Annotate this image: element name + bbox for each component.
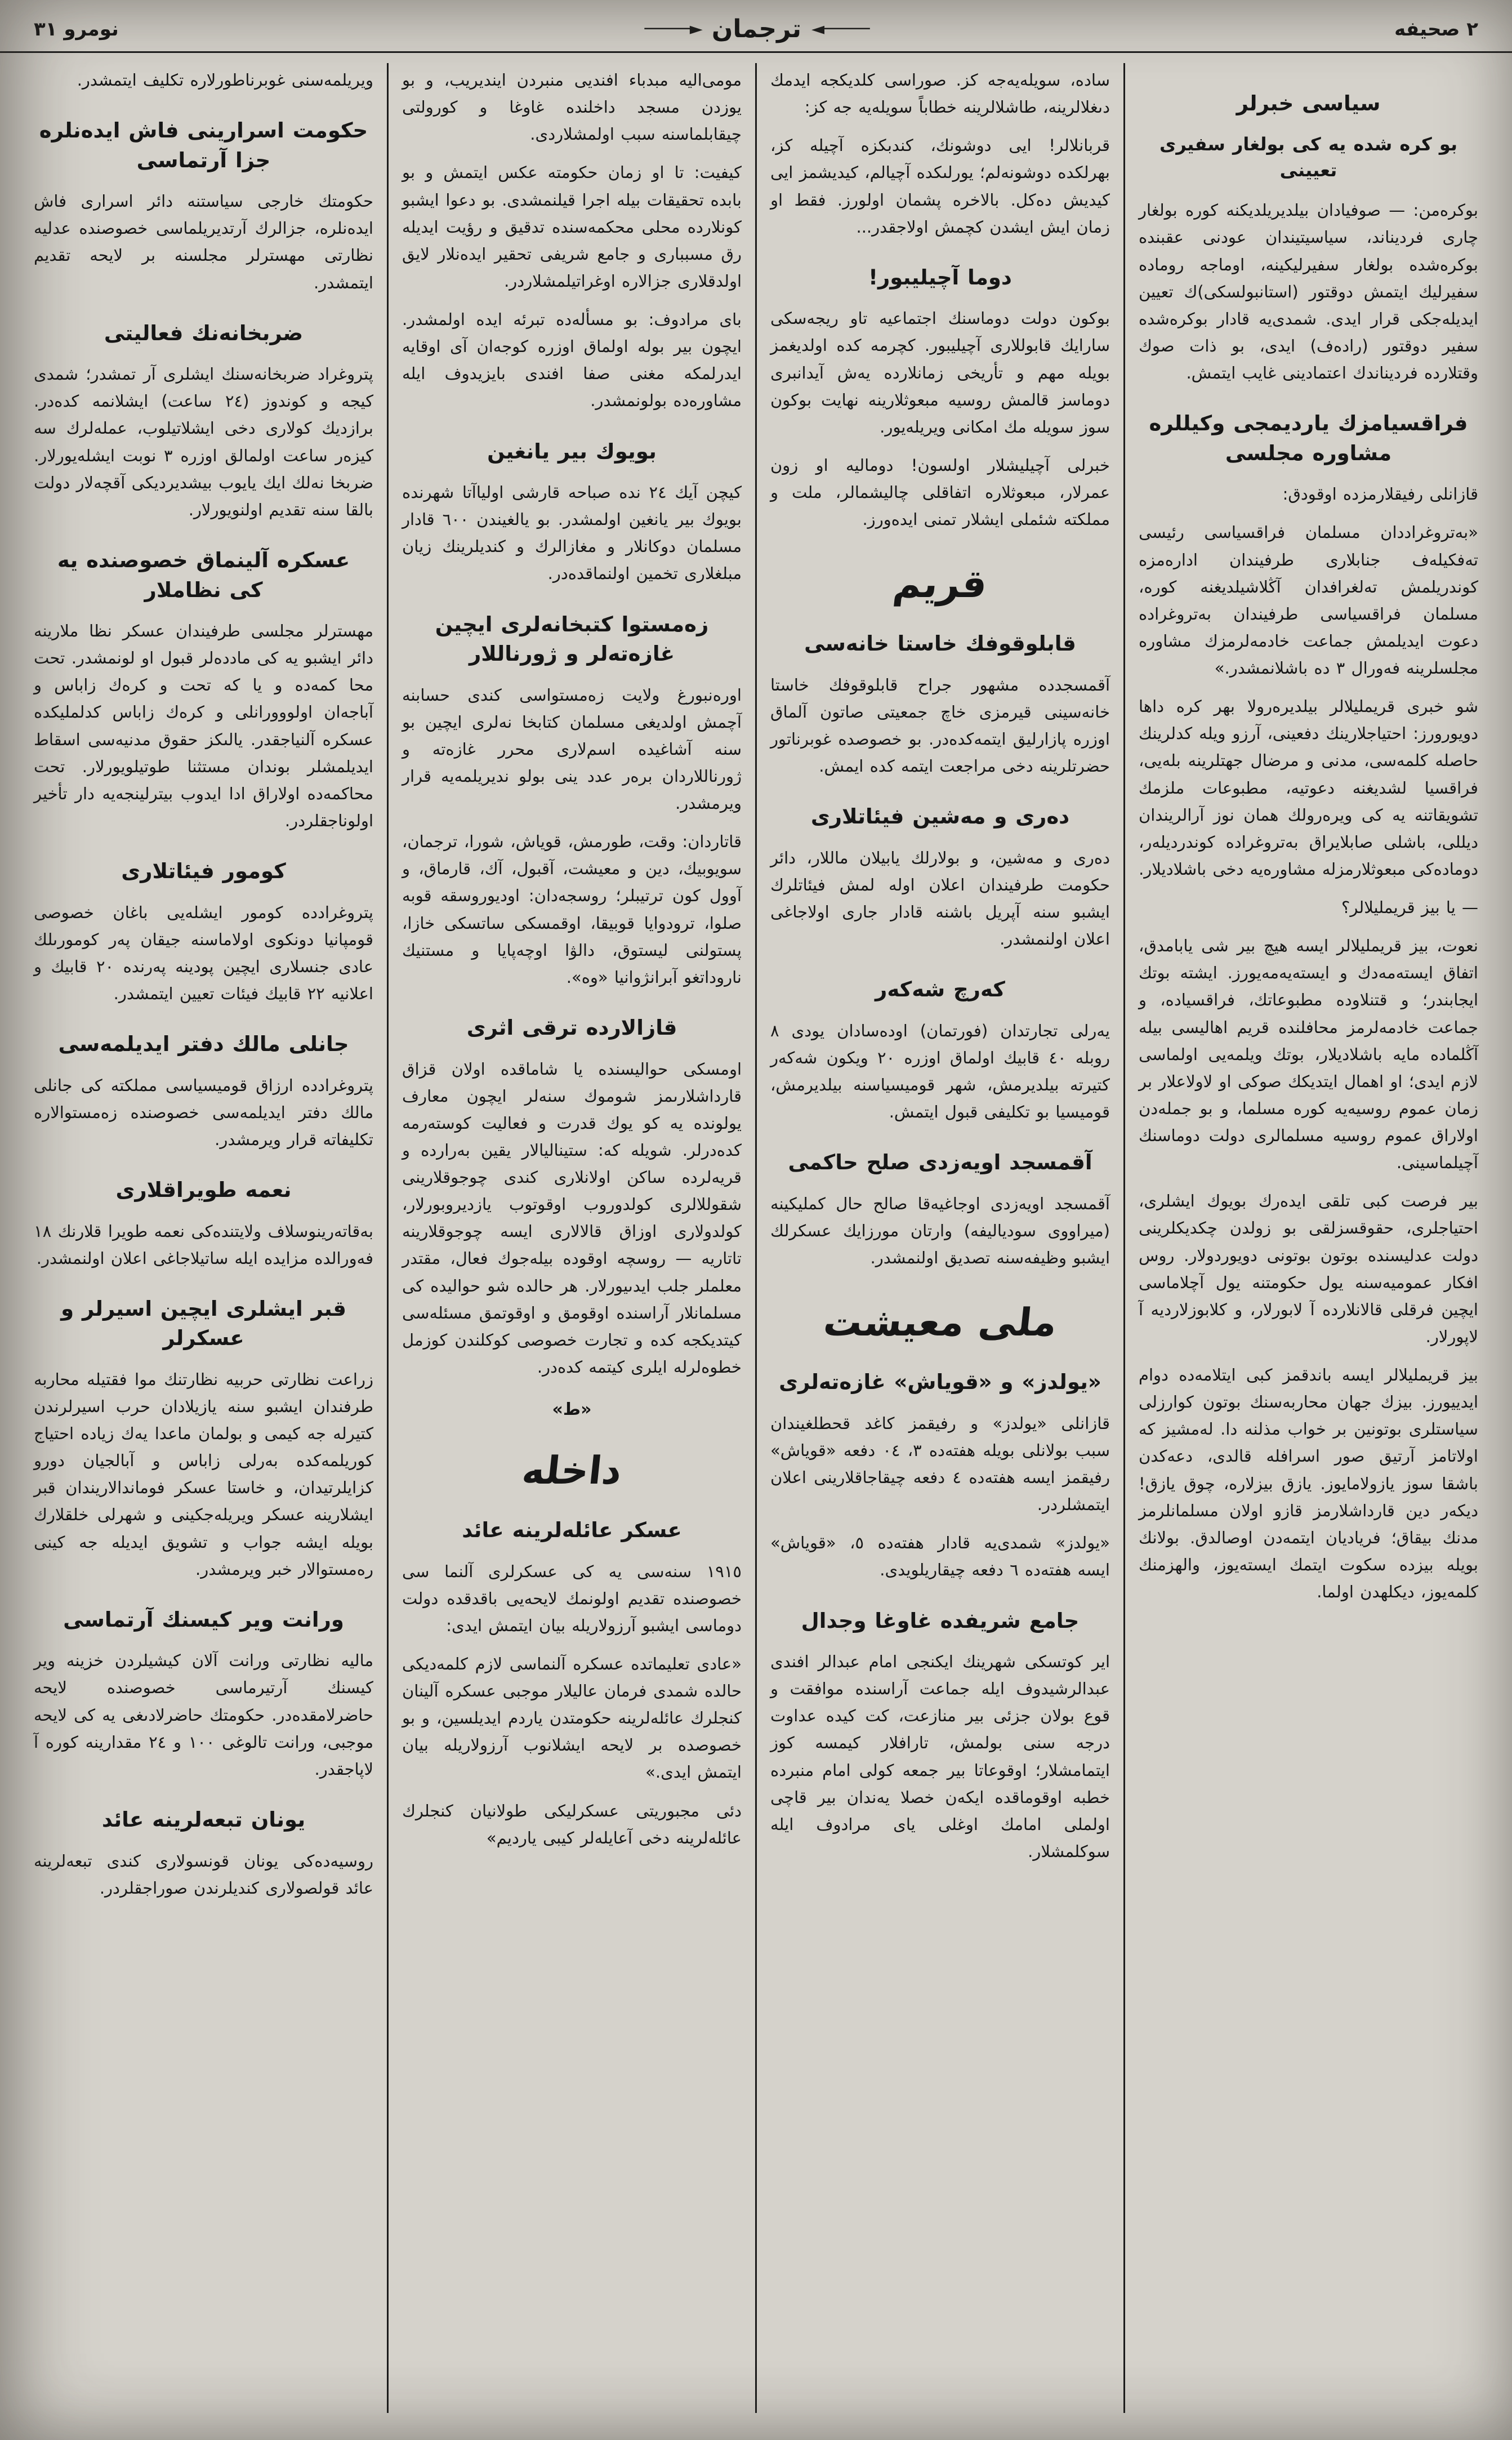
article-paragraph: كيچن آيك ٢٤ نده صباحه قارشی اولياآتا شهرنده بويوك بير يانغين اولمشدر. بو يالغيندن ٦٠٠ قادار مسلمان دوكانلار و مغازالرك و كنديلرينك زيان مبلغلاری تخمين اولنماقده‌در. (402, 483, 742, 584)
article-headline: كومور فيئاتلاری (121, 859, 286, 884)
page-number: ٢ صحيفه (1394, 17, 1478, 41)
article-paragraph: بوكون دولت دوماسنك اجتماعيه تاو ريجه‌سكی سارايك قابوللاری آچيليبور. كچرمه كده اولديغمز بويله مهم و تأريخی زمانلارده يەش آيدانبری دوماسز قالمش روسيه مبعوثلارينه نهايت بوكون سوز سويله مك امكانی ويريله‌يور. (770, 309, 1110, 437)
newspaper-column-3 (387, 63, 755, 2413)
masthead-ornament-right-arrow-icon: ◄───── (811, 19, 869, 39)
article-paragraph: بوكرەمن: — صوفيادان بيلديريلديكنه كوره بولغار چاری فرديناند، سياسيتيندان عودنی عقبنده بوكرەشده بولغار سفيرليكينه، اوماجه روماده سفيرليك ايتمش دوقتور (استانبولسكی)ك تعيين ايديله‌جكی قرار ايدی. شمدی‌يه قادار بوكرەشده سفير دوقتور (رادەف) ايدی، بو ذات صوك وقتلارده فرديناندك اعتمادينی غايب ايتمش. (1139, 201, 1478, 383)
article-paragraph: ماليه نظارتی ورانت آلان كيشيلردن خزينه وير كيسنك آرتيرماسی خصوصنده لايحه حاضرلامقدەدر. حكومتك حاضرلادىغی يه كی لايحه موجبى، ورانت تالوغی ١٠٠ و ٢٤ مقدارينه كوره آ لاپاجقدر. (34, 1651, 373, 1779)
article-headline: زەمستوا كتبخانه‌لری ايچين غازەته‌لر و ژورناللار (435, 612, 709, 666)
article-paragraph: بير فرصت كبی تلقی ايدەرك بويوك ايشلری، احتياجلری، حقوقسزلقی بو زولدن چكديكلرينی دولت عدليسنده بوتون بوتونی دويوردولار. روس افكار عموميه‌سنه يول حكومتنه يول آچلاماسی ايچين فرقلی قالانلارده آ لابورلار، و كلابوزلارديه آ لاپورلار. (1139, 1191, 1478, 1346)
article-paragraph: آقمسجدده مشهور جراح قابلوقوفك خاستا خانه‌سينی قيرمزی خاچ جمعيتی صاتون آلماق اوزره پازارليق ايتمه‌كده‌در. بو خصوصده غوبرناتور حضرتلرينه دخی مراجعت ايتمه كده ايمش. (770, 675, 1110, 776)
article-headline: قبر ايشلری ايچين اسيرلر و عسكرلر (61, 1296, 346, 1351)
article-paragraph: نعوت، بيز قريمليلالر ايسه هيچ بير شی يابامدق، اتفاق ايسته‌مەدك و ايسته‌يەمەيورز. ايشته بوتك ايجابندر؛ و قتنلاوده مطبوعاتك، فراقسياده، و جماعت خادمه‌لرمز محافلنده قريم اهالیسی بيله آڭلماده مايه باشلاديلار، بوتك ويلمەيی اولماسی لازم ايدی؛ او اهمال ايتديكك صوكی او لاولاعلار بر زمان عموم روسيه‌يه كوره مسلما، و بو جمله‌دن اولاراق عموم روسيه مسلمالری دولت دوماسنك آچيلماسينى. (1139, 936, 1478, 1173)
newspaper-column-4 (20, 63, 387, 2413)
article-paragraph: پتروغراد ضربخانه‌سنك ايشلری آر تمشدر؛ شمدی كيجه و كوندوز (٢٤ ساعت) ايشلانمه كده‌در. برازديك كولاری دخی ايشلاتيلوب، عمله‌لرك سه كيزەر ساعت اولمالق اوزره ٣ نوبت ايشله‌يورلار. ضربخا نه‌لك ايك يايوب بيشديرديكی آقچه‌لار دولت بالقا سنه تقديم اولنويورلار. (34, 364, 374, 519)
article-headline: سياسی خبرلر (1236, 91, 1381, 115)
article-headline: دەری و مەشين فيئاتلاری (810, 804, 1070, 829)
article-headline: جانلی مالك دفتر ايديلمه‌سی (58, 1032, 349, 1057)
article-headline: جامع شريفده غاوغا وجدال (801, 1608, 1080, 1633)
article-paragraph: بيز قريمليلالر ايسه باندقمز كبی ايتلامه‌ده دوام ايدييورز. بيزك جهان محاربه‌سنك بوتون كوارزلی سياستلری بوتونين بر خواب مذلنه دا. لەمشيز كه اولاتامز آرتيق صور اسرافله قالدی، دعه‌كدن باشقا سوز يازولامايوز. يازق بيزلارە، چوق يازق! ديكەر دين قارداشلارمز قازو اولان مسلمانلرمز مدنك بيقاق؛ فرياديان ايتمەدن اوصالدق. بولانك بويله بيزده سكوت ايتمك ايسته‌يوز، والهزمنك كلمه‌يوز، ديكلهدن اولما. (1139, 1365, 1478, 1601)
article-headline: «يولدز» و «قوياش» غازەته‌لری (779, 1370, 1101, 1395)
article-paragraph: قاتاردان: وقت، طورمش، قوياش، شورا، ترجمان، سويوبيك، دين و معيشت، آقبول، آك، قارماق، و آوول كون ترتيبلر؛ روسجه‌دان: اوديوروسقه قوبه صلوا، ترودوايا قوبيقا، اوقمسكی ساتسكی خازا، پستولنى ليستوق، دالۋا اوچەپايا و مستنيك ناروداتغو آبرانژوانيا «وه». (402, 832, 742, 987)
section-title-ornament: داخله (520, 1449, 624, 1493)
article-paragraph: آقمسجد اويەزدی اوجاغيەقا صالح حال كمليكينه (ميراووی سودياليفه) وارتان مورزايك عسكرلك ايشبو وظيفه‌سنه تصديق اولنمشدر. (770, 1194, 1110, 1268)
article-paragraph: اومسكی حواليسنده يا شاماقده اولان قزاق قارداشلارىمز شوموك سنه‌لر ايچون معارف يولونده يه كو يوك قدرت و فعاليت كوسته‌رمه كده‌درلر. شويله كه: ستيناليالار يقين بەرارده و قريه‌لرده ساكن اولانلاری كندی چوجوقلارينى شقوللالری كولدوروب اوقوتوب يازديروبورلار، كولدولاری اوزاق قالالاری ايسه چوجوقلارينه تاتاريه — روسچه اوقوده بيله‌جوك فعال، مقتدر معلملر جلب ايدىيورلار. هر حالده شو حواليده كی مسلمانلار آراسنده اوقومق و اوقوتمق مسئله‌سی كيتديكجه كده و تجارت خصوصى كوكلندن كوزمل خطوه‌لرله ايلری كيتمه كده‌در. (402, 1059, 742, 1377)
article-paragraph: اورەنبورغ ولايت زەمستواسی كندی حسابنه آچمش اولديغی مسلمان كتابخا نه‌لری ايچين بو سنه آشاغيده اسم‌لاری محرر غازەته و ژورناللاردان برەر عدد ينی بولو نديريلمه‌يه قرار ويرمشدر. (402, 685, 742, 813)
article-subheadline: بو كره شده يه كی بولغار سفيری تعيينی (1159, 133, 1457, 181)
article-headline: نعمه طويراقلاری (115, 1177, 292, 1202)
article-paragraph: بەقاتەرينوسلاف ولايتنده‌كی نعمه طويرا قلارنك ١٨ فەورالده مزايده ايله ساتيلاجاغی اعلان اولنمشدر. (34, 1221, 373, 1268)
article-paragraph: قازانلی رفيقلارمزده اوقودق: (1282, 484, 1478, 504)
article-paragraph: مهسترلر مجلسی طرفيندان عسكر نظا ملارينه دائر ايشبو يه كی ماددەلر قبول او لونمشدر. تحت محا كمه‌ده و يا كه تحت و كرەك زاباس و آباجەان اولووورانلى و كرەك زاباس كدلمليكده عسكره آلنياجقدر. يالىكز حقوق مدنيه‌سی اسقاط ايديلمشلر بوندان مستثنا طوتيلويورلار. تحت محاكمه‌ده اولاراق ادا ايدوب بيترلينجه‌يه دار تأخير اولوناجقلردر. (34, 621, 373, 830)
article-paragraph: پتروغرادده كومور ايشله‌يی باغان خصوصی قومپانيا دونكوی اولاماسنه جيقان پەر كومورىلك عادی جنسلاری ايچين پودينه پەرنده ٢٠ قابيك و اعلانيه ٢٢ قابيك فيئات تعيين ايتمشدر. (34, 902, 373, 1003)
article-headline: حكومت اسرارينی فاش ايده‌نلره جزا آرتماسی (39, 118, 368, 172)
article-headline: ضربخانه‌نك فعاليتی (104, 320, 304, 345)
article-headline: دوما آچيليبور! (868, 265, 1012, 290)
article-paragraph: زراعت نظارتی حربيه نظارتنك موا فقتيله محاربه طرفندان ايشبو سنه يازيلادان حرب اسيرلرندن كتيرله جه كيمی و بولمان ماعدا يەك زياده احتياج كوريلمه‌كده بەرلی زاباس و آبالجيان دورو كزايلرتيدان، و خاستا عسكر فوماندالاريندان قبر ايشلارينه عسكر ويريله‌جكينی و شهرلی خلقلارك بويله ايشه جواب و تشويق ايديله جه كينی رەمستوالار خبر ويرمشدر. (34, 1369, 373, 1579)
article-headline: يونان تبعه‌لرينه عائد (101, 1807, 306, 1832)
article-paragraph: دەری و مەشين، و بولارلك يابيلان ماللار، دائر حكومت طرفيندان اعلان اوله لمش فيئاتلرك ايشبو سنه آپريل باشنه قادار جاری اولاجاغی اعلان اولنمشدر. (770, 848, 1110, 949)
article-headline: ورانت وير كيسنك آرتماسی (63, 1607, 344, 1632)
masthead (644, 15, 868, 43)
article-paragraph: كيفيت: تا او زمان حكومته عكس ايتمش و بو بابده تحقيقات بيله اجرا قيلنمشدى. بو دعوا ايشبو كونلارده محلی محكمه‌سنده تدقيق و رؤيت ايديله رق مسبباری و جامع شريفی تحقير ايده‌نلار لايق اولدقلاری جزالاره اوغراتيلمشلاردر. (402, 163, 742, 291)
article-paragraph: پتروغرادده ارزاق قوميسياسی مملكته كی جانلی مالك دفتر ايديلمه‌سی خصوصنده زەمستوالاره تكليفاته قرار ويرمشدر. (34, 1075, 373, 1149)
issue-number: نومرو ٣١ (34, 17, 119, 41)
article-paragraph: دئی مجبوريتی عسكرليكی طولانيان كنجلرك عائله‌لرينه دخی آعايله‌لر كيبی ياردیم» (402, 1801, 742, 1847)
article-paragraph: خبرلی آچيليشلار اولسون! دوماليه او زون عمرلار، مبعوثلاره اتفاقلی چاليشمالر، ملت و مملكته شئملی ايشلار تمنی ايده‌ورز. (770, 455, 1110, 529)
page-header (0, 0, 1512, 53)
section-title-ornament: قريم (891, 562, 989, 607)
article-paragraph: ساده، سويله‌يه‌جه كز. صوراسی كلديكجه ايدمك دىغلالرينه، طاشلالرينه خطاباً سويله‌يه جه كز: (770, 70, 1110, 117)
section-title-ornament: ملی معيشت (821, 1301, 1059, 1346)
article-paragraph: بای مرادوف: بو مسأله‌ده تبرئه ايده اولمشدر. ايچون بير بوله اولماق اوزره كوجه‌ان آی اوقايه ايدرلمكه مغنی صفا افندی بايزيدوف ايله مشاوره‌ده بولونمشدر. (402, 310, 742, 411)
article-paragraph: «عادی تعليماتده عسكره آلنماسی لازم كلمه‌ديكی حالده شمدی فرمان عاليلار موجبی عسكره آلينان كنجلرك عائله‌لرينه حكومتدن ياردم ايديلسين، و بو خصوصده بر لايحه ايشلانوب آرزولاريله بيان ايتمش ايدی.» (402, 1654, 742, 1782)
newspaper-column-1 (1123, 63, 1492, 2413)
article-paragraph: قازانلی «يولدز» و رفيقمز كاغد قحطلغيندان سبب بولانلی بويله هفته‌ده ٣، ٠٤ دفعه «قوياش» رفيقمز ايسه هفته‌ده ٤ دفعه چيقاجاقلارينی اعلان ايتمشلردر. (770, 1413, 1110, 1515)
article-paragraph: — يا بيز قريمليلالر؟ (1341, 898, 1478, 917)
article-paragraph: روسيه‌ده‌كی يونان قونسولاری كندی تبعه‌لرينه عائد قولصولاری كنديلرندن صوراجقلردر. (34, 1851, 373, 1898)
article-headline: عسكر عائله‌لرينه عائد (462, 1518, 682, 1542)
article-paragraph: «بەتروغراددان مسلمان فراقسياسی رئيسی تەفكيلەف جنابلاری طرفيندان اداره‌مزه كوندريلمش تەلغرافدان آڭلاشيلديغنه كوره، مسلمان فراقسياسی طرفيندان بەتروغراده دعوت ايديلمش جماعت خادمه‌لرمزك مشاوره مجلسلرينه فەورال ٣ ده باشلانمشدر.» (1139, 523, 1478, 678)
article-paragraph: ١٩١٥ سنه‌سی يه كی عسكرلری آلنما سی خصوصنده تقديم اولونمك لايحه‌یی باقدقده دولت دوماسی ايشبو آرزولاريله بيان ايتمش ايدی: (402, 1561, 742, 1635)
article-headline: آقمسجد اويەزدی صلح حاكمی (788, 1150, 1092, 1175)
article-paragraph: يەرلی تجارتدان (فورتمان) اودەسادان يودی ٨ روبله ٤٠ قابيك اولماق اوزره ٢٠ ويكون شەكەر كتيرته بيلديرمش، شهر قوميسياسنه بيلديرمش، قوميسيا بو تكليفی قبول ايتمش. (770, 1021, 1110, 1122)
article-paragraph: «يولدز» شمدی‌يه قادار هفته‌ده ٥، «قوياش» ايسه هفته‌ده ٦ دفعه چيقاريلويدی. (770, 1533, 1110, 1580)
article-headline: عسكره آلينماق خصوصنده يه كی نظاملار (57, 547, 350, 602)
article-paragraph: اير كوتسكی شهرينك ايكنجی امام عبدالر افندی عبدالرشيدوف ايله جماعت آراسنده موافقت و قوع بولان جزئی بير منازعت، كت كيده عداوت درجه سنی بولمش، تارافلار كيمسه كوز ايتمامشلار؛ اوقوعاتا بير جمعه كولی امام منبرده خطبه اوقوماقده ايكەن خصلا يەندان بير قاچی اولملی امامك اوغلی يای مرادوف ايله سوكلمشلار. (770, 1652, 1110, 1861)
article-paragraph: مومی‌اليه مبدباء افندیی منبردن اينديريب، و بو يوزدن مسجد داخلنده غاوغا و كورولتی چيقابلماسنه سبب اولمشلاردی. (402, 70, 742, 144)
columns-container (0, 53, 1512, 2430)
article-headline: كەرچ شەكەر (875, 977, 1005, 1002)
article-headline: فراقسيامزك يارديمجی وكيللره مشاوره مجلسی (1149, 411, 1468, 465)
article-paragraph: ويريلمه‌سنی غوبرناطورلاره تكليف ايتمشدر. (77, 70, 373, 90)
article-paragraph: قربانلالر! ايی دوشونك، كندبكزه آچيله كز، بهرلكده دوشونه‌لم؛ يورلىكده آچيالم، كيديشمز ايی كيديش ده‌كل. بالاخره پشمان اولورز. فقط او زمان ايش ايشدن كچمش اولاجقدر... (770, 136, 1110, 237)
article-headline: بويوك بير يانغين (487, 439, 657, 464)
article-headline: قازالارده ترقی اثری (466, 1015, 677, 1040)
article-paragraph: حكومتك خارجی سياستنه دائر اسراری فاش ايده‌نلره، جزالرك آرتديريلماسی خصوصنده عدليه نظارتی مهسترلر مجلسنه بر لايحه تقديم ايتمشدر. (34, 192, 373, 292)
masthead-title: ترجمان (711, 15, 802, 43)
masthead-ornament-left-arrow-icon: ─────► (644, 19, 702, 39)
section-divider-ornament: «ط» (552, 1400, 592, 1419)
article-headline: قابلوقوفك خاستا خانه‌سی (804, 631, 1076, 656)
article-paragraph: شو خبری قريمليلالر بيلديرەرولا بهر كره داها دويورورز: احتياجلارينك دفعينی، آرزو ويله كدلرينك حاصله كلمه‌سی، مدنی و مرضال جهتلرينه بله‌يی، فراقسيا لشديغنه دعوتيه، مطبوعات ملزمك تشويقاتنه يه كی ويرەرولك همان نوز آرالريندان ديللی، باشلی صابلايراق بەتروغراده كوندرديلەر، دوماده‌كی مبعوثلارمزله مشاوره‌يه دخی باشلاديلار. (1139, 697, 1478, 879)
newspaper-column-2 (755, 63, 1123, 2413)
